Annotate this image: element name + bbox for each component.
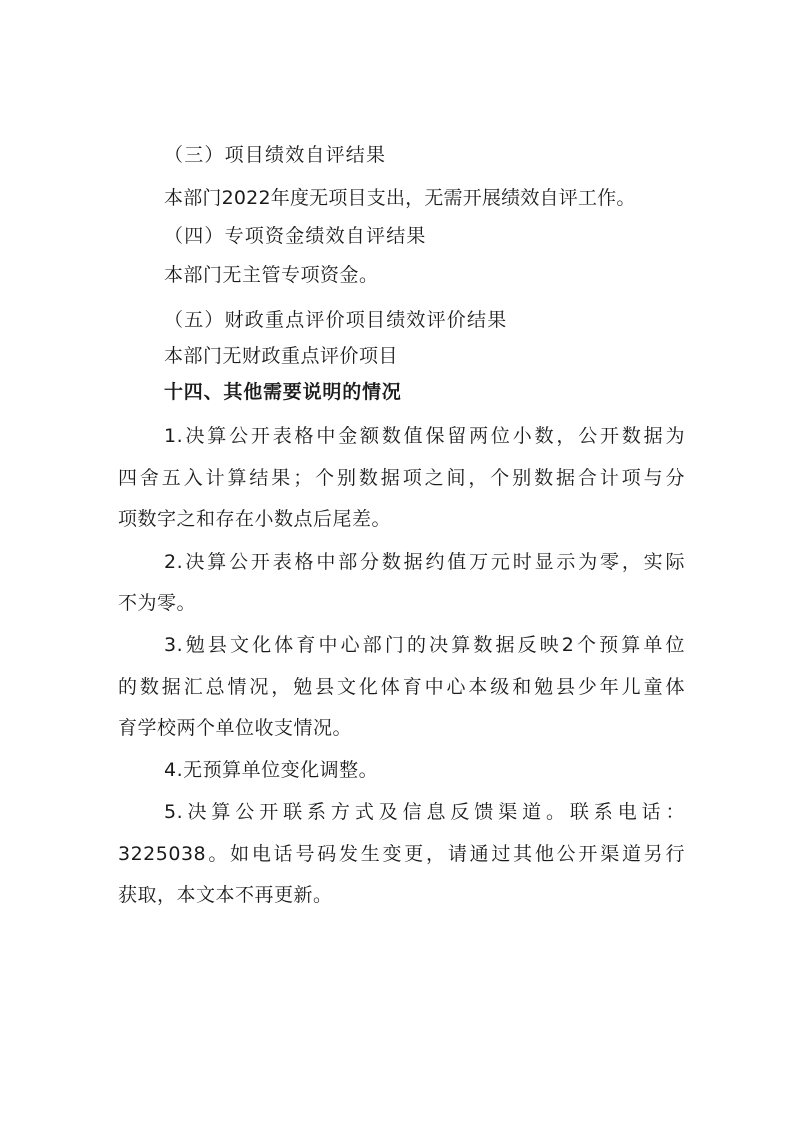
item-3-line-3: 育学校两个单位收支情况。 <box>118 717 353 739</box>
section-4-heading: （四）专项资金绩效自评结果 <box>164 225 427 247</box>
item-4-line-1: 4.无预算单位变化调整。 <box>164 759 379 781</box>
item-5-line-3: 获取，本文本不再更新。 <box>118 884 333 906</box>
item-1-line-1: 1.决算公开表格中金额数值保留两位小数，公开数据为 <box>164 425 685 447</box>
item-2-line-2: 不为零。 <box>118 592 197 614</box>
section-5-body: 本部门无财政重点评价项目 <box>164 345 399 367</box>
item-5-line-2: 3225038。如电话号码发生变更，请通过其他公开渠道另行 <box>118 843 685 865</box>
item-5-line-1: 5.决算公开联系方式及信息反馈渠道。联系电话： <box>164 801 685 823</box>
section-5-heading: （五）财政重点评价项目绩效评价结果 <box>164 309 508 331</box>
section-3-heading: （三）项目绩效自评结果 <box>164 144 387 166</box>
item-3-line-1: 3.勉县文化体育中心部门的决算数据反映2个预算单位 <box>164 634 685 656</box>
section-4-body: 本部门无主管专项资金。 <box>164 264 379 286</box>
section-3-body: 本部门2022年度无项目支出，无需开展绩效自评工作。 <box>164 187 636 209</box>
item-1-line-3: 项数字之和存在小数点后尾差。 <box>118 508 392 530</box>
section-14-heading: 十四、其他需要说明的情况 <box>164 381 402 403</box>
item-3-line-2: 的数据汇总情况，勉县文化体育中心本级和勉县少年儿童体 <box>118 676 685 698</box>
item-2-line-1: 2.决算公开表格中部分数据约值万元时显示为零，实际 <box>164 551 685 573</box>
item-1-line-2: 四舍五入计算结果；个别数据项之间，个别数据合计项与分 <box>118 467 685 489</box>
